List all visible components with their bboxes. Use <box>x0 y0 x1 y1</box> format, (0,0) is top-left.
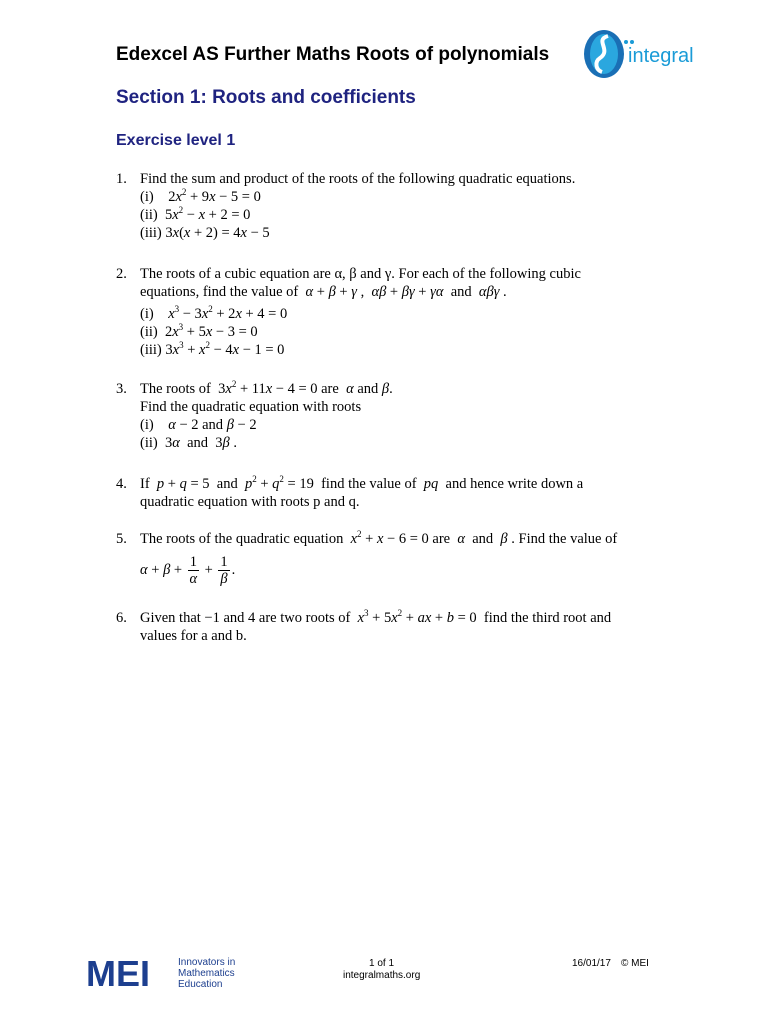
mei-logo <box>86 955 256 991</box>
svg-text:Innovators in: Innovators in <box>178 957 236 968</box>
question-text: Find the sum and product of the roots of the following quadratic equations. <box>140 171 576 187</box>
mei-logo-icon <box>86 955 256 991</box>
question-text: values for a and b. <box>140 628 247 644</box>
footer-copyright: © MEI <box>621 958 649 969</box>
question-formula: α + β + $\frac{1}{\alpha}$ + $\frac{1}{\beta}$ . <box>140 554 236 587</box>
question-number: 4. <box>116 476 127 492</box>
question-number: 6. <box>116 610 127 626</box>
question-part: (ii) $2x^3 + 5x - 3 = 0$ <box>140 322 258 340</box>
question-number: 2. <box>116 266 127 282</box>
svg-text:Education: Education <box>178 979 223 990</box>
document-title: Edexcel AS Further Maths Roots of polynomials <box>116 44 550 65</box>
question-number: 1. <box>116 171 127 187</box>
section-title: Section 1: Roots and coefficients <box>116 87 416 108</box>
question-part: (ii) 3α and 3β . <box>140 435 238 451</box>
question-text: If p + q = 5 and $p^2 + q^2 = 19$ find the value of pq and hence write down a <box>140 474 584 492</box>
question-number: 5. <box>116 531 127 547</box>
svg-text:Mathematics: Mathematics <box>178 968 235 979</box>
question-text: quadratic equation with roots p and q. <box>140 494 360 510</box>
question-text: The roots of the quadratic equation $x^2 + x - 6 = 0$ are α and β . Find the value of <box>140 529 618 547</box>
question-text: Find the quadratic equation with roots <box>140 399 362 415</box>
question-number: 3. <box>116 381 127 397</box>
question-part: (i) $2x^2 + 9x - 5 = 0$ <box>140 187 261 205</box>
question-part: (iii) 3x(x + 2) = 4x − 5 <box>140 225 270 241</box>
question-text: equations, find the value of α + β + γ , αβ + βγ + γα and αβγ . <box>140 284 507 300</box>
question-part: (ii) $5x^2 - x + 2 = 0$ <box>140 205 251 223</box>
footer-date: 16/01/17 <box>572 958 611 969</box>
question-part: (iii) $3x^3 + x^2 - 4x - 1 = 0$ <box>140 340 285 358</box>
svg-text:integral: integral <box>628 45 694 67</box>
integral-logo-icon <box>582 28 732 80</box>
question-part: (i) α − 2 and β − 2 <box>140 417 257 433</box>
exercise-title: Exercise level 1 <box>116 132 236 149</box>
question-text: The roots of $3x^2 + 11x - 4 = 0$ are α and β. <box>140 379 393 397</box>
footer-website[interactable]: integralmaths.org <box>343 970 421 981</box>
integral-logo <box>582 28 732 80</box>
question-text: Given that −1 and 4 are two roots of $x^3 + 5x^2$ + ax + b = 0 find the third root and <box>140 608 612 626</box>
question-text: The roots of a cubic equation are α, β and γ. For each of the following cubic <box>140 266 581 282</box>
svg-text:MEI: MEI <box>86 955 151 991</box>
page-number: 1 of 1 <box>369 958 395 969</box>
question-part: (i) $x^3 - 3x^2 + 2x + 4 = 0$ <box>140 304 288 322</box>
